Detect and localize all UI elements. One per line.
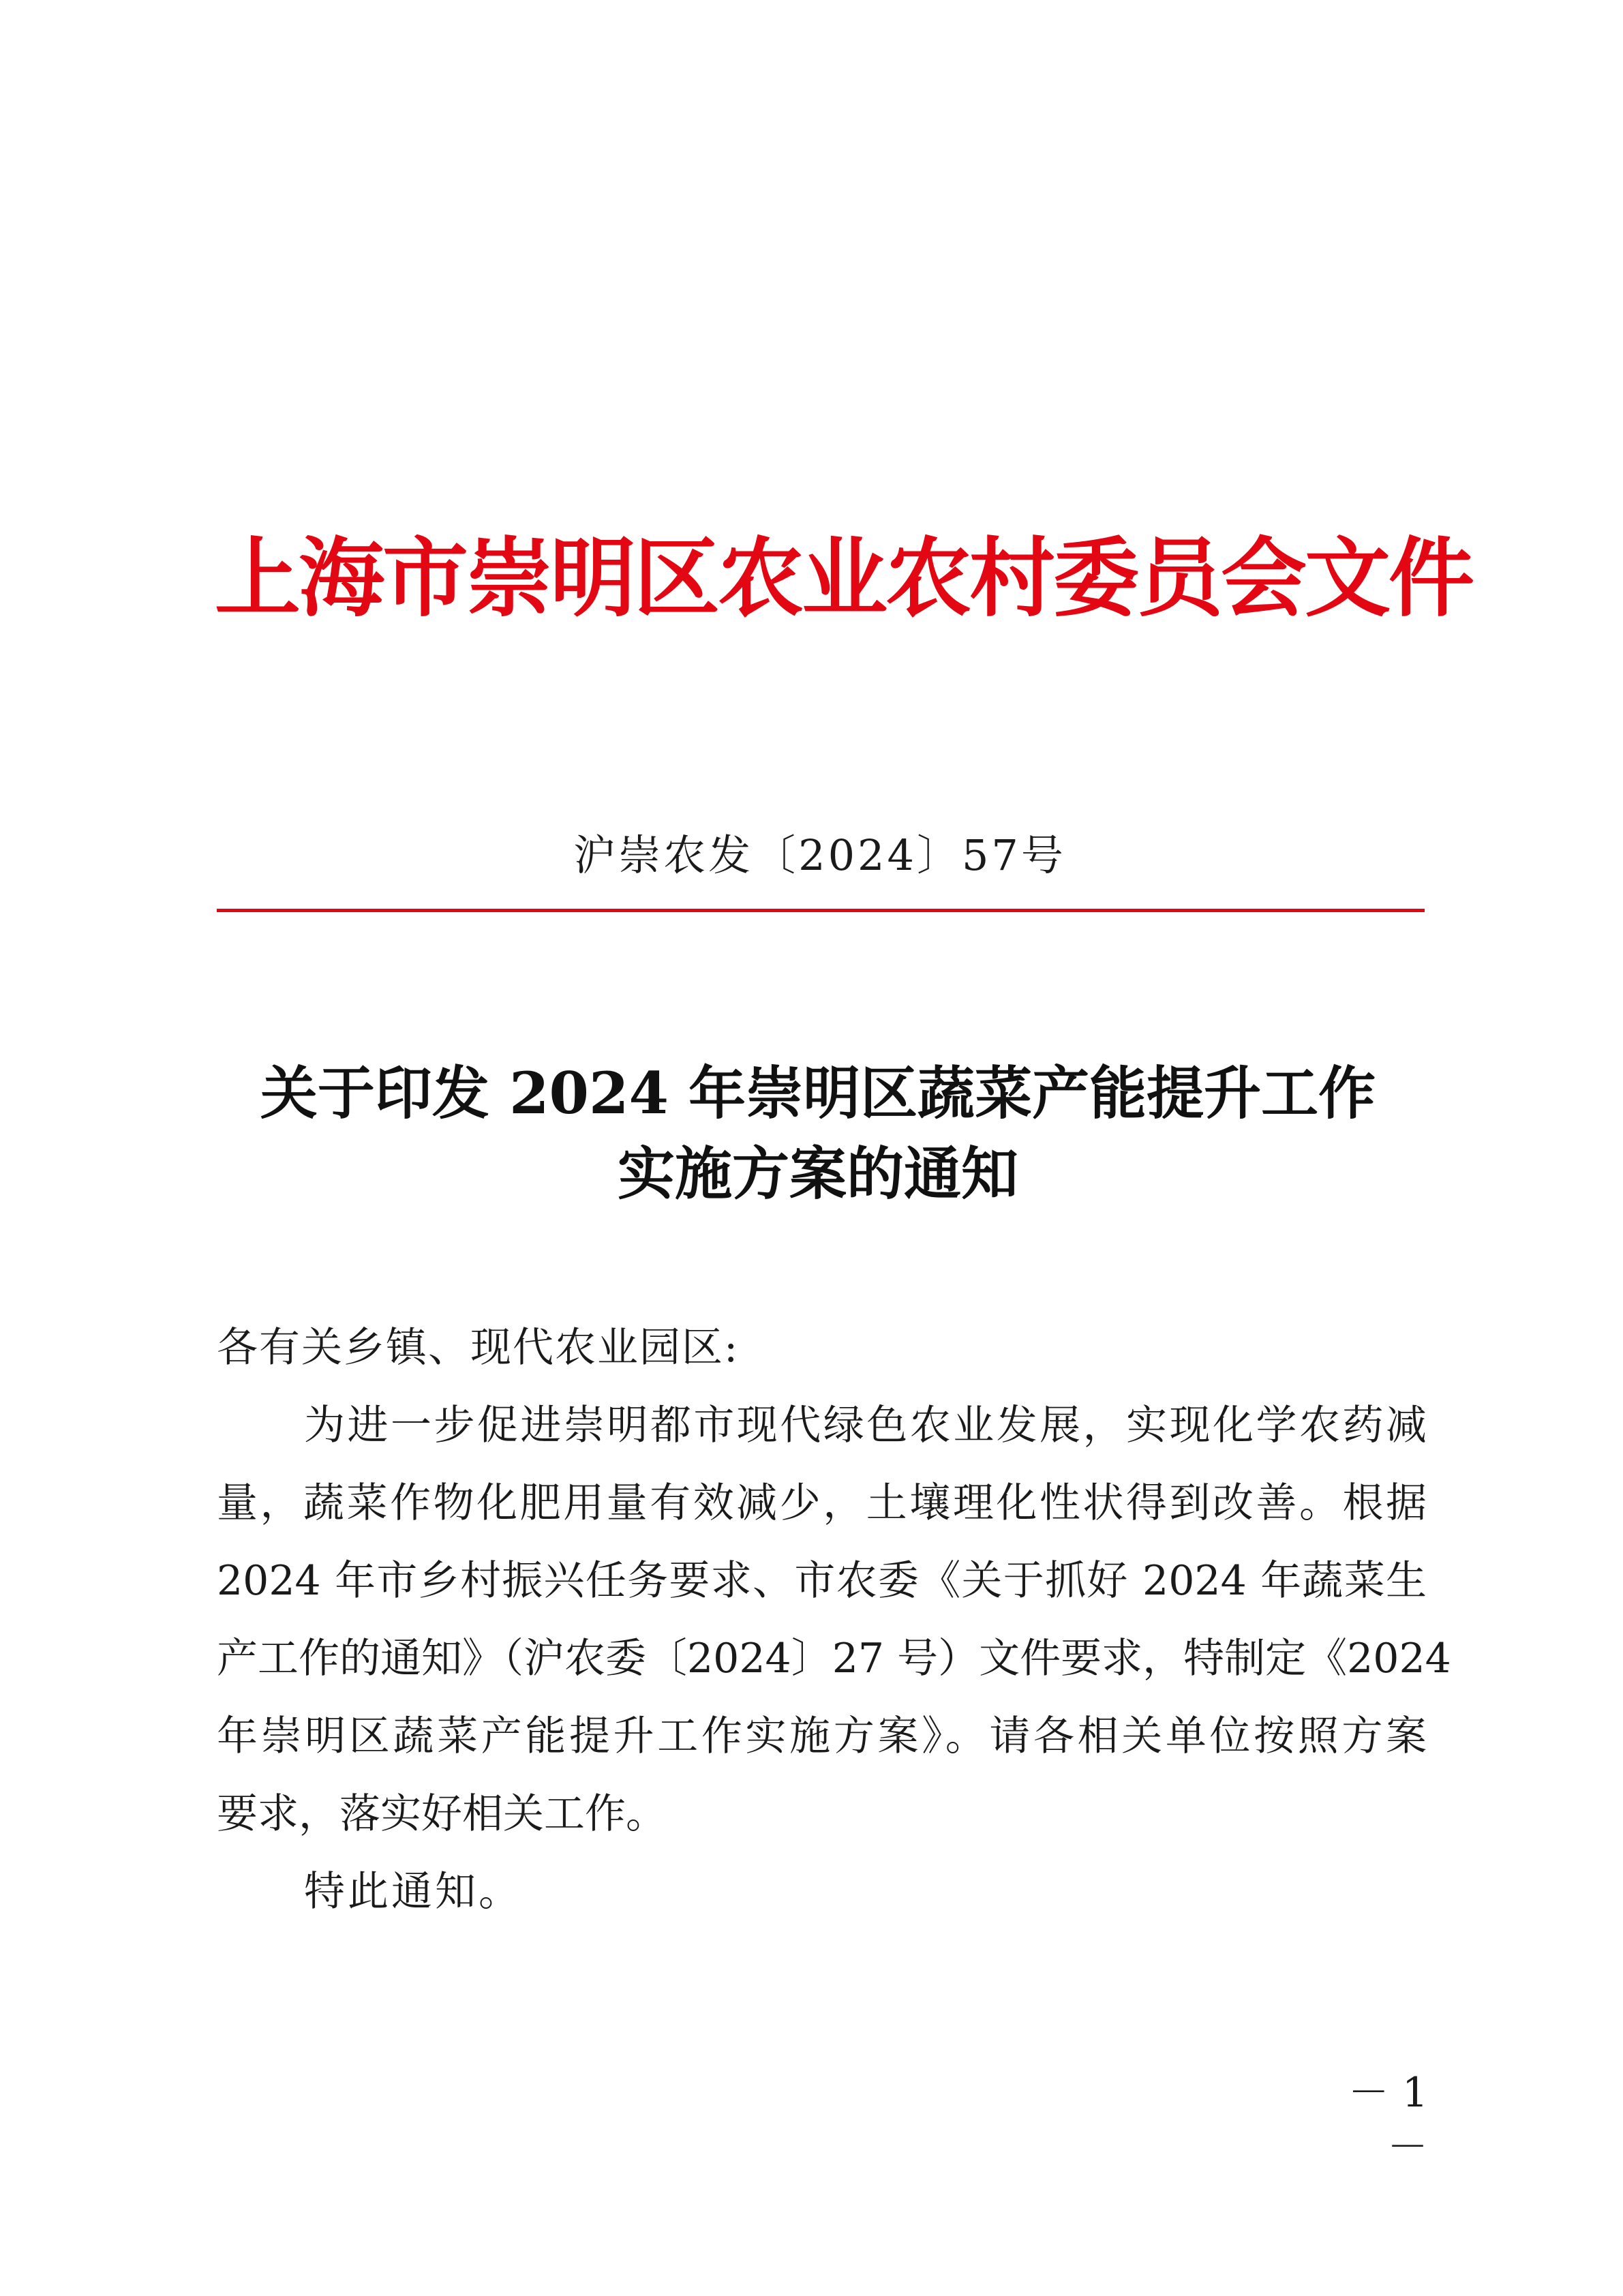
title-line-2: 实施方案的通知: [617, 1140, 1018, 1207]
agency-masthead: 上海市崇明区农业农村委员会文件: [215, 528, 1472, 629]
paragraph-line: 年崇明区蔬菜产能提升工作实施方案》。请各相关单位按照方案: [217, 1712, 1427, 1760]
document-body: [217, 1309, 1451, 1931]
paragraph-line: 2024 年市乡村振兴任务要求、市农委《关于抓好 2024 年蔬菜生: [217, 1557, 1427, 1605]
red-divider: [217, 909, 1425, 912]
page-number: － 1 －: [1348, 2069, 1428, 2171]
document-number: 沪崇农发〔2024〕57号: [573, 830, 1066, 880]
closing-line: 特此通知。: [304, 1868, 522, 1916]
paragraph-line: 为进一步促进崇明都市现代绿色农业发展，实现化学农药减: [304, 1402, 1427, 1449]
title-line-1: 关于印发 2024 年崇明区蔬菜产能提升工作: [260, 1059, 1376, 1127]
salutation: 各有关乡镇、现代农业园区:: [217, 1324, 740, 1372]
document-title: [204, 1053, 1431, 1214]
paragraph-line: 产工作的通知》（沪农委〔2024〕27 号）文件要求，特制定《2024: [217, 1635, 1451, 1682]
paragraph-line: 量，蔬菜作物化肥用量有效减少，土壤理化性状得到改善。根据: [217, 1479, 1427, 1527]
paragraph-line: 要求，落实好相关工作。: [217, 1790, 667, 1838]
